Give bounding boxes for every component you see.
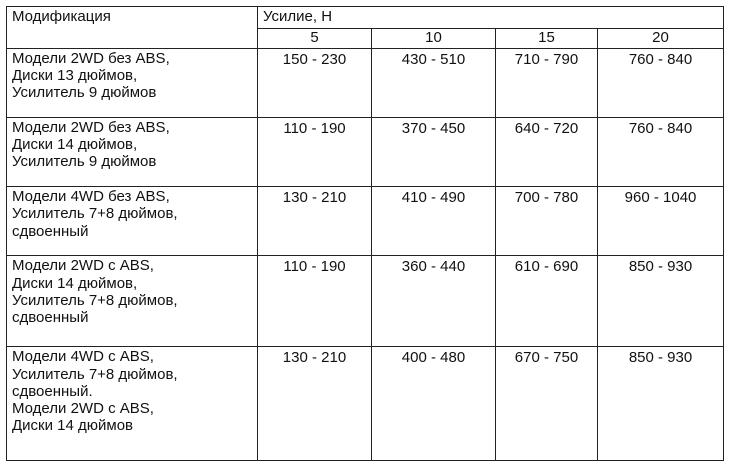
modification-line: Модели 4WD с ABS, xyxy=(12,348,154,366)
modification-line: Модели 2WD с ABS, xyxy=(12,400,154,418)
force-range-cell: 710 - 790 xyxy=(496,48,598,117)
brake-force-table xyxy=(6,6,724,461)
modification-line: Диски 14 дюймов xyxy=(12,417,134,435)
force-range-cell: 850 - 930 xyxy=(598,256,724,347)
force-range-cell: 130 - 210 xyxy=(258,347,372,461)
force-range-cell: 110 - 190 xyxy=(258,117,372,186)
force-range-cell: 670 - 750 xyxy=(496,347,598,461)
modification-cell xyxy=(7,256,258,347)
modification-line: Усилитель 7+8 дюймов, xyxy=(12,365,178,383)
modification-line: Модели 2WD с ABS, xyxy=(12,257,154,275)
modification-line: Усилитель 9 дюймов xyxy=(12,84,157,102)
force-range-cell: 130 - 210 xyxy=(258,187,372,256)
table-row xyxy=(7,48,724,117)
modification-line: Диски 14 дюймов, xyxy=(12,274,138,292)
force-range-cell: 400 - 480 xyxy=(372,347,496,461)
table-row xyxy=(7,347,724,461)
force-value-5: 5 xyxy=(258,28,372,48)
modification-cell xyxy=(7,117,258,186)
modification-line: сдвоенный. xyxy=(12,382,93,400)
force-range-cell: 760 - 840 xyxy=(598,48,724,117)
header-force: Усилие, Н xyxy=(258,7,724,29)
force-range-cell: 610 - 690 xyxy=(496,256,598,347)
force-value-15: 15 xyxy=(496,28,598,48)
modification-line: Модели 2WD без ABS, xyxy=(12,49,170,67)
modification-line: Модели 2WD без ABS, xyxy=(12,118,170,136)
force-value-20: 20 xyxy=(598,28,724,48)
modification-line: сдвоенный xyxy=(12,309,89,327)
modification-line: Модели 4WD без ABS, xyxy=(12,188,170,206)
modification-line: Усилитель 7+8 дюймов, xyxy=(12,291,178,309)
force-range-cell: 360 - 440 xyxy=(372,256,496,347)
modification-cell xyxy=(7,347,258,461)
force-range-cell: 960 - 1040 xyxy=(598,187,724,256)
force-range-cell: 150 - 230 xyxy=(258,48,372,117)
table-row xyxy=(7,187,724,256)
force-range-cell: 640 - 720 xyxy=(496,117,598,186)
modification-cell xyxy=(7,187,258,256)
force-range-cell: 370 - 450 xyxy=(372,117,496,186)
force-range-cell: 410 - 490 xyxy=(372,187,496,256)
force-range-cell: 760 - 840 xyxy=(598,117,724,186)
modification-line: Диски 14 дюймов, xyxy=(12,136,138,154)
force-range-cell: 110 - 190 xyxy=(258,256,372,347)
force-range-cell: 850 - 930 xyxy=(598,347,724,461)
header-modification: Модификация xyxy=(7,7,258,49)
modification-line: Усилитель 7+8 дюймов, xyxy=(12,205,178,223)
force-range-cell: 700 - 780 xyxy=(496,187,598,256)
modification-cell xyxy=(7,48,258,117)
table-row xyxy=(7,256,724,347)
modification-line: Усилитель 9 дюймов xyxy=(12,153,157,171)
modification-line: сдвоенный xyxy=(12,222,89,240)
force-range-cell: 430 - 510 xyxy=(372,48,496,117)
modification-line: Диски 13 дюймов, xyxy=(12,66,138,84)
force-value-10: 10 xyxy=(372,28,496,48)
table-row xyxy=(7,117,724,186)
